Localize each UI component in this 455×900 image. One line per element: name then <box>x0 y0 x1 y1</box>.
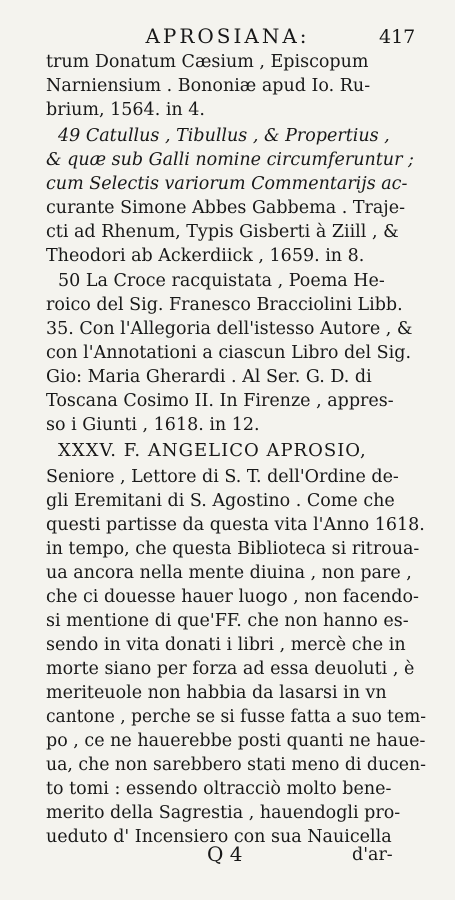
signature-mark: Q 4 <box>207 842 243 866</box>
text-line: to tomi : essendo oltracciò molto bene- <box>46 779 392 799</box>
text-line: Theodori ab Ackerdiick , 1659. in 8. <box>46 246 365 266</box>
text-line: curante Simone Abbes Gabbema . Traje- <box>46 198 405 218</box>
text-line: meriteuole non habbia da lasarsi in vn <box>46 683 387 703</box>
text-line: trum Donatum Cæsium , Episcopum <box>46 52 369 72</box>
text-line: sendo in vita donati i libri , mercè che in <box>46 635 406 655</box>
text-line: 35. Con l'Allegoria dell'istesso Autore , & <box>46 319 413 339</box>
catchword: d'ar- <box>352 845 393 865</box>
text-line: ueduto d' Incensiero con sua Nauicella <box>46 827 392 847</box>
text-line: ua ancora nella mente diuina , non pare , <box>46 563 412 583</box>
entry-49-line: 49 Catullus , Tibullus , & Propertius , <box>58 126 390 146</box>
text-line: in tempo, che questa Biblioteca si ritroua- <box>46 539 420 559</box>
text-line: si mentione di que'FF. che non hanno es- <box>46 611 409 631</box>
text-line: ua, che non sarebbero stati meno di ducen- <box>46 755 426 775</box>
text-line: roico del Sig. Franesco Bracciolini Libb. <box>46 295 403 315</box>
text-line: questi partisse da questa vita l'Anno 1618. <box>46 515 425 535</box>
text-line: & quæ sub Galli nomine circumferuntur ; <box>46 150 414 170</box>
text-line: Gio: Maria Gherardi . Al Ser. G. D. di <box>46 367 372 387</box>
text-line: che ci douesse hauer luogo , non facendo- <box>46 587 419 607</box>
text-line: con l'Annotationi a ciascun Libro del Sig. <box>46 343 412 363</box>
text-line: po , ce ne hauerebbe posti quanti ne haue- <box>46 731 426 751</box>
text-line: cum Selectis variorum Commentarijs ac- <box>46 174 408 194</box>
running-title: APROSIANA: <box>145 24 310 48</box>
text-line: morte siano per forza ad essa deuoluti , è <box>46 659 415 679</box>
text-line: gli Eremitani di S. Agostino . Come che <box>46 491 395 511</box>
text-line: Narniensium . Bononiæ apud Io. Ru- <box>46 76 371 96</box>
text-line: Toscana Cosimo II. In Firenze , appres- <box>46 391 394 411</box>
text-line: merito della Sagrestia , hauendogli pro- <box>46 803 401 823</box>
page-number: 417 <box>379 26 416 48</box>
text-line: Seniore , Lettore di S. T. dell'Ordine de- <box>46 467 399 487</box>
section-heading: XXXV. F. ANGELICO APROSIO, <box>58 440 367 461</box>
text-line: brium, 1564. in 4. <box>46 100 205 120</box>
entry-50-line: 50 La Croce racquistata , Poema He- <box>58 271 385 291</box>
text-line: cti ad Rhenum, Typis Gisberti à Ziill , & <box>46 222 399 242</box>
text-line: cantone , perche se si fusse fatta a suo tem- <box>46 707 427 727</box>
text-line: so i Giunti , 1618. in 12. <box>46 415 260 435</box>
